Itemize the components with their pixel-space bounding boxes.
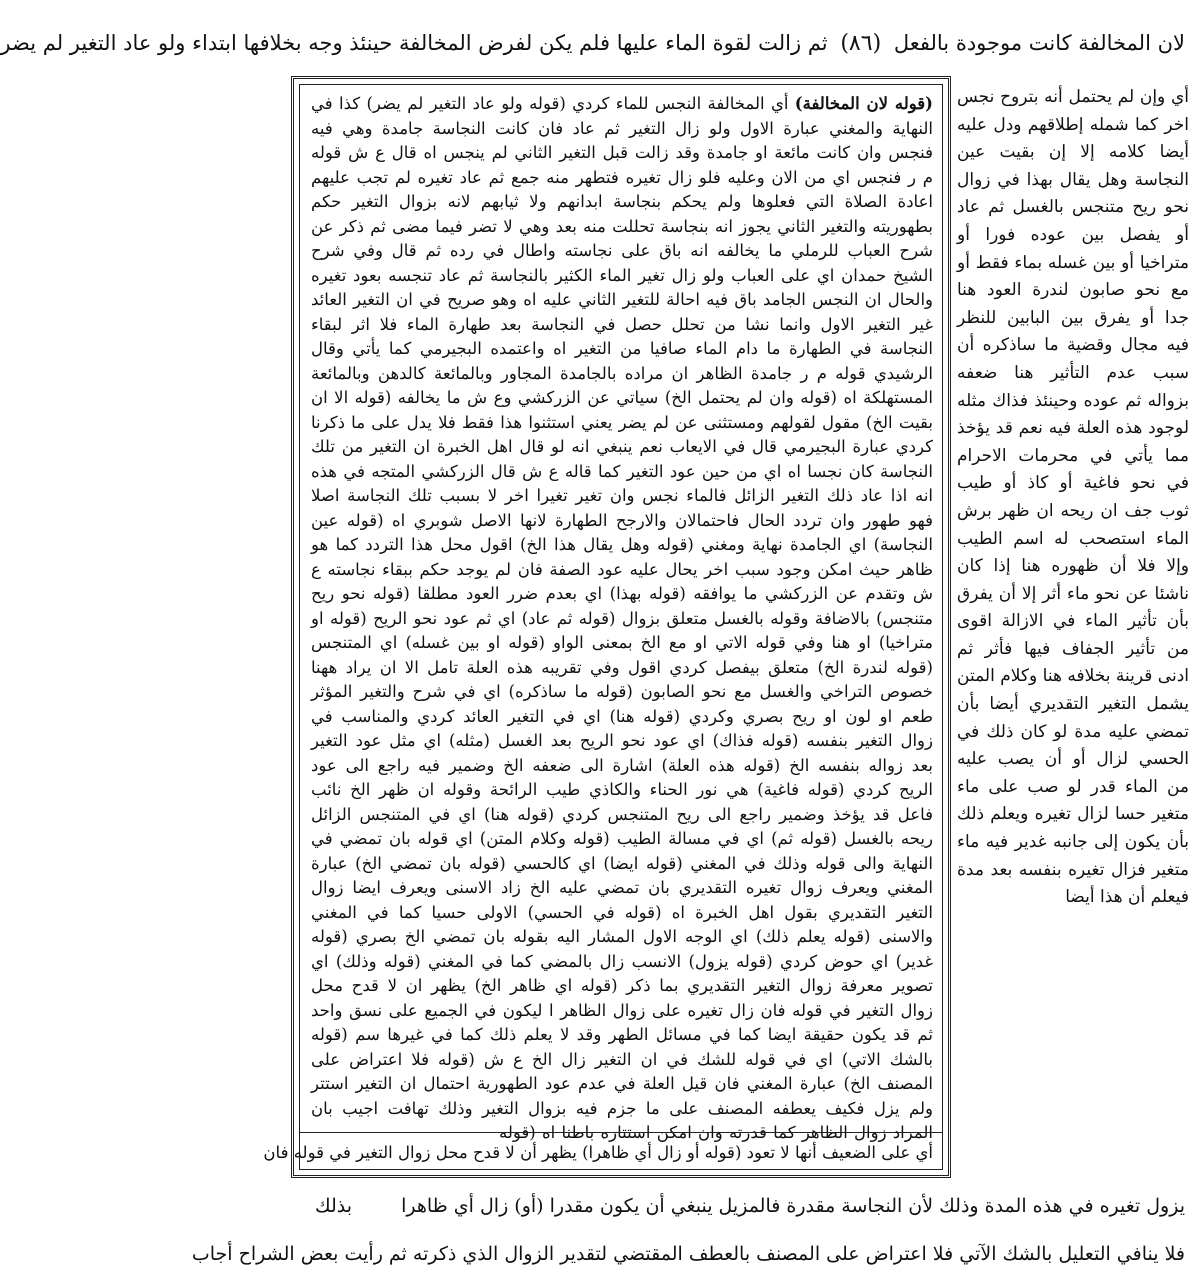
- header-text-end: ثم زالت لقوة الماء عليها فلم يكن لفرض المخالفة حينئذ وجه بخلافها ابتداء ولو عاد التغير لم يضر: [0, 31, 828, 55]
- bottom-text-line-1: يزول تغيره في هذه المدة وذلك لأن النجاسة مقدرة فالمزيل ينبغي أن يكون مقدرا (أو) زال أي ظاهرا: [401, 1195, 1185, 1217]
- commentary-footer-line: أي على الضعيف أنها لا تعود (قوله أو زال أي ظاهرا) يظهر أن لا قدح محل زوال التغير في قوله فان: [263, 1143, 933, 1162]
- margin-text-column: أي وإن لم يحتمل أنه بتروح نجس اخر كما شمله إطلاقهم ودل عليه أيضا كلامه إلا إن بقيت عين النجاسة وهل يقال بهذا في زوال نحو ريح متنجس بالغسل ثم عاد أو يفصل بين عوده فورا أو متراخيا أو بين غسله بماء فقط أو مع نحو صابون لندرة العود هنا جدا أو يفرق بين البابين للنظر فيه مجال وقضية ما ساذكره أن سبب عدم التأثير هنا ضعفه بزواله ثم عوده وحينئذ فذاك مثله لوجود هذه العلة فيه نعم قد يؤخذ مما يأتي في محرمات الاحرام في نحو فاغية أو كاذ أو طيب ثوب جف ان ريحه ان ظهر برش الماء استصحب له اسم الطيب وإلا فلا أن ظهوره هنا إذا كان ناشئا عن نحو ماء أثر إلا أن يفرق بأن تأثير الماء في الازالة اقوى من تأثير الجفاف فيها فأثر ثم ادنى قرينة بخلافه هنا وكلام المتن يشمل التغير التقديري أيضا بأن تمضي عليه مدة لو كان ذلك في الحسي لزال أو أن يصب عليه من الماء قدر لو صب على ماء متغير حسا لزال تغيره ويعلم ذلك بأن يكون إلى جانبه غدير فيه ماء متغير فزال تغيره بنفسه بعد مدة فيعلم أن هذا أيضا: [957, 87, 1189, 908]
- commentary-text: [311, 92, 933, 1142]
- catchword: بذلك: [315, 1195, 353, 1217]
- header-text-start: لان المخالفة كانت موجودة بالفعل: [893, 31, 1185, 55]
- commentary-lead-keyword: (قوله لان المخالفة): [794, 94, 933, 113]
- page-number: (٨٦): [840, 31, 882, 56]
- bottom-text-line-2: فلا ينافي التعليل بالشك الآتي فلا اعتراض على المصنف بالعطف المقتضي لتقدير الزوال الذي ذكرته ثم رأيت بعض الشراح أجاب: [191, 1243, 1185, 1265]
- commentary-body: أي المخالفة النجس للماء كردي (قوله ولو عاد التغير لم يضر) كذا في النهاية والمغني عبارة الاول ولو زال التغير ثم عاد فان كانت النجاسة جامدة وهي فيه فنجس وان كانت مائعة او جامدة وقد زالت قبل التغير الثاني لم ينجس اه قال ع ش قوله م ر فنجس اي من الان وعليه فلو زال تغيره فتطهر منه جمع ثم عاد تغيره لم تجب عليهم اعادة الصلاة التي فعلوها ولم يحكم بنجاسة ابدانهم ولا ثيابهم لانه بزوال التغير حكم بطهوريته والتغير الثاني يجوز انه بنجاسة تحللت منه بعد وهي لا تضر فيما مضى ثم ذكر عن شرح العباب للرملي ما يخالفه انه باق على نجاسته واطال في رده ثم قال وفي شرح الشيخ حمدان اي على العباب ولو زال تغير الماء الكثير بالنجاسة ثم عاد تنجسه بعود تغيره والحال ان النجس الجامد باق فيه احالة للتغير الثاني عليه اه وهو صريح في ان التغير العائد غير التغير الاول وانما نشا من تحلل حصل في النجاسة بعد طهارة الماء فلا اثر لبقاء النجاسة في الطهارة ما دام الماء صافيا من التغير اه واعتمده البجيرمي كما يأتي وقال الرشيدي قوله م ر جامدة الظاهر ان مراده بالجامدة المجاور وبالمائعة كالدهن وبالمائعة المستهلكة اه (قوله وان لم يحتمل الخ) سياتي عن الزركشي وع ش ما يخالفه (قوله الا ان بقيت الخ) مقول لقولهم ومستثنى عن لم يضر يعني استثنوا هذا فقط فلا يدل على ما ذكرنا كردي عبارة البجيرمي قال في الايعاب نعم ينبغي انه لو قال اهل الخبرة ان التغير من تلك النجاسة كان نجسا اه اي من حين عود التغير كما قاله ع ش قال الزركشي المتجه في هذه انه اذا عاد ذلك التغير الزائل فالماء نجس وان تغير تغيرا اخر لا بسبب تلك النجاسة اصلا فهو طهور وان تردد الحال فاحتمالان والارجح الطهارة لانها الاصل شوبري اه (قوله عين النجاسة) اي الجامدة نهاية ومغني (قوله وهل يقال هذا الخ) اقول محل هذا التردد كما هو ظاهر حيث امكن وجود سبب اخر يحال عليه عود الصفة فان لم يوجد حكم ببقاء نجاسته ع ش وتقدم عن الزركشي ما يوافقه (قوله بهذا) اي بعدم ضرر العود مطلقا (قوله نحو ريح متنجس) بالاضافة وقوله بالغسل متعلق بزوال (قوله ثم عاد) اي ثم عود نحو الريح (قوله او متراخيا) او هنا وفي قوله الاتي او مع الخ بمعنى الواو (قوله او بين غسله) اي المتنجس (قوله لندرة الخ) متعلق بيفصل كردي اقول وفي تقريبه هذه العلة تامل الا ان يراد ههنا خصوص التراخي والغسل مع نحو الصابون (قوله ما ساذكره) اي في شرح والتغير المؤثر طعم او لون او ريح بصري وكردي (قوله هنا) اي في التغير العائد كردي والمناسب في زوال التغير بنفسه (قوله فذاك) اي عود نحو الريح بعد الغسل (مثله) اي مثل عود التغير بعد زواله بنفسه الخ (قوله هذه العلة) اشارة الى ضعفه الخ وضمير فيه راجع الى عود الريح كردي (قوله فاغية) هي نور الحناء والكاذي طيب الرائحة وقوله ان ظهر الخ نائب فاعل قد يؤخذ وضمير راجع الى ريح المتنجس كردي (قوله هنا) اي في المتنجس الزائل ريحه بالغسل (قوله ثم) اي في مسالة الطيب (قوله وكلام المتن) اي قوله بان تمضي في النهاية والى قوله وذلك في المغني (قوله ايضا) اي كالحسي (قوله بان تمضي الخ) عبارة المغني ويعرف زوال تغيره التقديري بان تمضي عليه الخ زاد الاسنى ويعرف ايضا زوال التغير التقديري بقول اهل الخبرة اه (قوله في الحسي) الاولى حسيا كما في المغني والاسنى (قوله يعلم ذلك) اي الوجه الاول المشار اليه بقوله بان تمضي الخ بصري (قوله غدير) اي حوض كردي (قوله يزول) الانسب زال بالمضي كما في المغني (قوله وذلك) اي تصوير معرفة زوال التغير التقديري بما ذكر (قوله اي ظاهر الخ) يظهر ان لا قدح محل زوال التغير في قوله فان زال تغيره على زوال الظاهر ا ليكون في الجميع على نسق واحد ثم قد يكون حقيقة ايضا كما في مسائل الطهر وقد لا يعلم ذلك كما في غيرها سم (قوله بالشك الاتي) اي في قوله للشك في ان التغير زال الخ ع ش (قوله فلا اعتراض على المصنف الخ) عبارة المغني فان قيل العلة في عدم عود الطهورية احتمال ان التغير استتر ولم يزل فكيف يعطفه المصنف على ما جزم فيه بزوال التغير وذلك تهافت اجيب بان المراد زوال الظاهر كما قدرته وان امكن استتاره باطنا اه (قوله: [311, 94, 933, 1142]
- page-header: [0, 22, 1185, 64]
- frame-divider: [299, 1132, 943, 1133]
